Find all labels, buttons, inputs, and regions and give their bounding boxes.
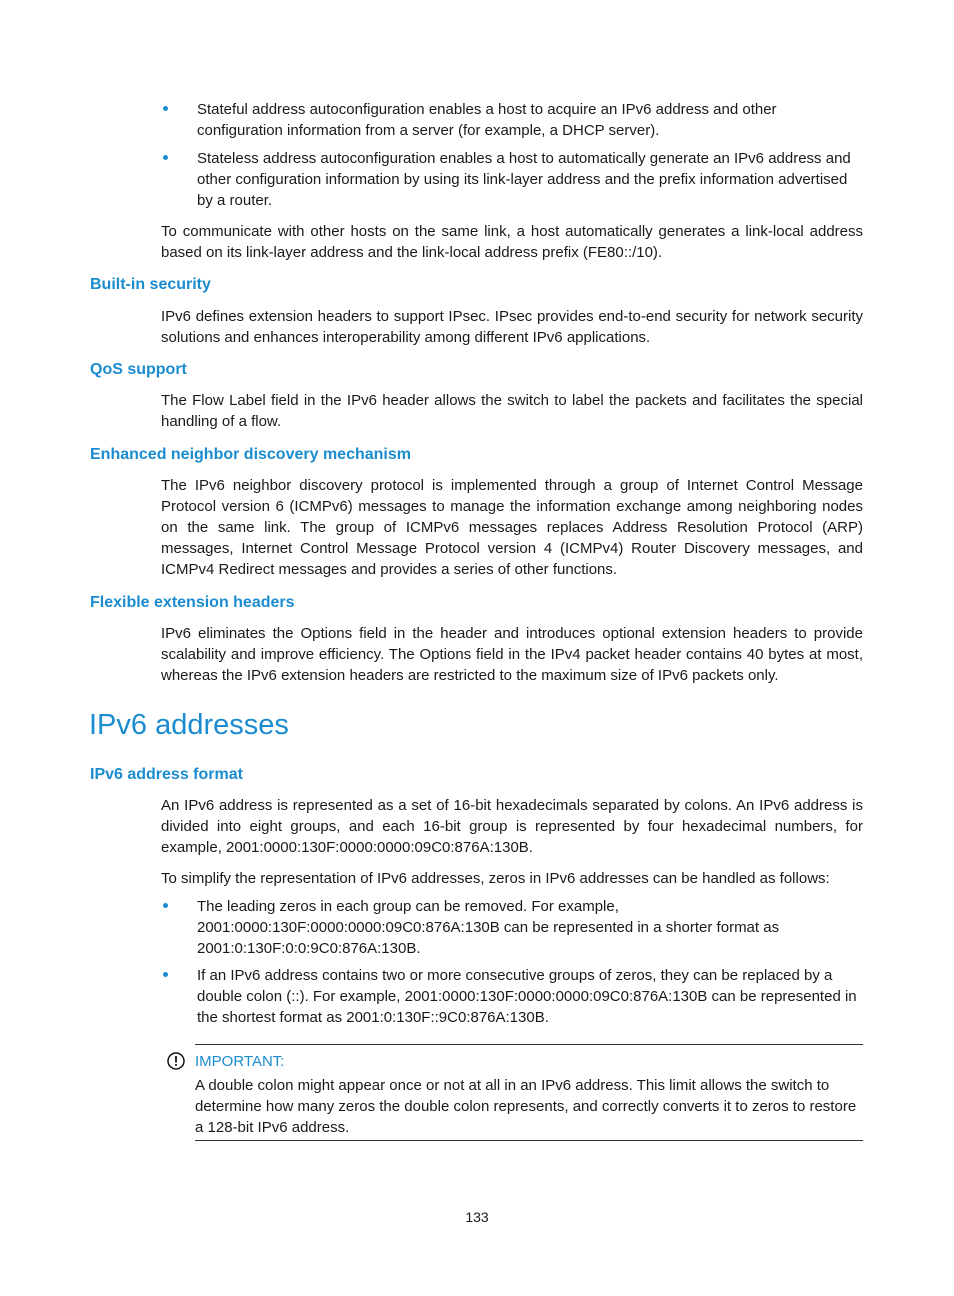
zero-handling-list (161, 896, 863, 1028)
note-text: A double colon might appear once or not at all in an IPv6 address. This limit allows the switch to determine how many zeros the double colon represents, and correctly converts it to zeros to restore a 128-bit IPv6 address. (195, 1077, 857, 1136)
address-format-paragraph: An IPv6 address is represented as a set of 16-bit hexadecimals separated by colons. An IPv6 address is divided into eight groups, and each 16-bit group is represented by four hexadecimal numbers, for example, 2001:0000:130F:0000:0000:09C0:876A:130B. (161, 797, 863, 856)
page-number: 133 (465, 1209, 489, 1225)
section-body-neighbor-discovery: The IPv6 neighbor discovery protocol is implemented through a group of Internet Control Message Protocol version 6 (ICMPv6) messages to manage the information exchange among neighboring nodes on the same link. The group of ICMPv6 messages replaces Address Resolution Protocol (ARP) messages, Internet Control Message Protocol version 4 (ICMPv4) Router Discovery messages, and ICMPv4 Redirect messages and provides a series of other functions. (161, 477, 863, 578)
section-body-extension-headers: IPv6 eliminates the Options field in the header and introduces optional extension headers to provide scalability and improve efficiency. The Options field in the IPv4 packet header contains 40 bytes at most, whereas the IPv6 extension headers are restricted to the maximum size of IPv6 packets only. (161, 625, 863, 684)
list-item (161, 148, 863, 211)
note-label: IMPORTANT: (195, 1053, 285, 1070)
section-body-security: IPv6 defines extension headers to support IPsec. IPsec provides end-to-end security for network security solutions and enhances interoperability among different IPv6 applications. (161, 308, 863, 346)
list-item (161, 965, 863, 1028)
note-bottom-rule (195, 1140, 863, 1141)
section-heading-neighbor-discovery: Enhanced neighbor discovery mechanism (90, 446, 411, 463)
list-item (161, 896, 863, 959)
section-heading-extension-headers: Flexible extension headers (90, 594, 295, 611)
list-item (161, 99, 863, 141)
exclamation-circle-icon (167, 1052, 185, 1070)
bullet-dot (163, 903, 168, 908)
bullet-dot (163, 972, 168, 977)
section-heading-security: Built-in security (90, 276, 211, 293)
list-item-text: If an IPv6 address contains two or more consecutive groups of zeros, they can be replaced by a double colon (::). For example, 2001:0000:130F:0000:0000:09C0:876A:130B can be represented in the shortest format as 2001:0:130F::9C0:876A:130B. (197, 967, 857, 1026)
autoconfig-list (161, 99, 863, 211)
bullet-dot (163, 155, 168, 160)
link-local-paragraph: To communicate with other hosts on the same link, a host automatically generates a link-local address based on its link-layer address and the link-local address prefix (FE80::/10). (161, 223, 863, 261)
zero-handling-intro: To simplify the representation of IPv6 addresses, zeros in IPv6 addresses can be handled as follows: (161, 870, 830, 887)
list-item-text: The leading zeros in each group can be removed. For example, 2001:0000:130F:0000:0000:09C0:876A:130B can be represented in a shorter format as 2001:0:130F:0:0:9C0:876A:130B. (197, 898, 780, 957)
section-heading-qos: QoS support (90, 361, 187, 378)
important-note (195, 1044, 863, 1141)
chapter-title: IPv6 addresses (89, 709, 289, 741)
section-body-qos: The Flow Label field in the IPv6 header allows the switch to label the packets and facilitates the special handling of a flow. (161, 392, 863, 430)
note-header (195, 1045, 863, 1075)
section-heading-address-format: IPv6 address format (90, 766, 243, 783)
bullet-dot (163, 106, 168, 111)
list-item-text: Stateful address autoconfiguration enables a host to acquire an IPv6 address and other configuration information from a server (for example, a DHCP server). (197, 101, 777, 139)
list-item-text: Stateless address autoconfiguration enables a host to automatically generate an IPv6 address and other configuration information by using its link-layer address and the prefix information advertised by a router. (197, 150, 851, 209)
